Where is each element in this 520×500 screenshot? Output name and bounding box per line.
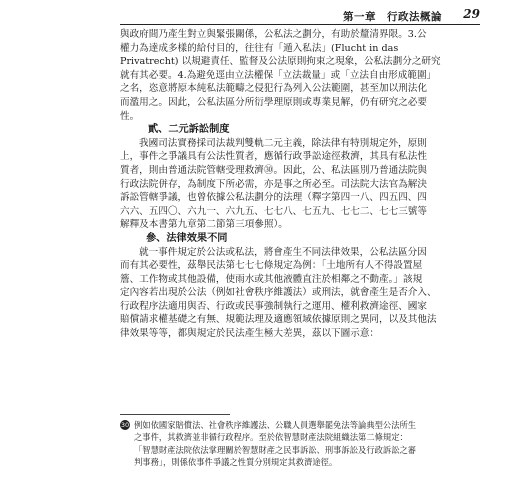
text-line: 簷、工作物或其他設備，使雨水或其他液體直注於相鄰之不動產。」該規 (120, 273, 423, 285)
text-line: 之名，恣意將原本純私法範疇之侵犯行為列入公法範圍，甚至加以刑法化 (120, 83, 427, 95)
footnote-line: 判事務」，則係依事件爭議之性質分別規定其救濟途徑。 (134, 457, 338, 468)
text-line: 就有其必要。4.為避免逕由立法權保「立法裁量」或「立法自由形成範圍」 (120, 69, 437, 81)
text-line: 質者，則由普通法院管轄受理救濟㉚。因此，公、私法區別乃普通法院與 (120, 164, 427, 176)
text-line: 行政法院併存，為制度下所必需，亦是事之所必至。司法院大法官為解決 (120, 178, 427, 190)
text-line: 性。 (120, 110, 140, 122)
text-line: 賠償請求權基礎之有無、規範法理及適應領域依據原則之異同，以及其他法 (120, 314, 437, 326)
footnote (120, 419, 480, 469)
text-line: 而濫用之。因此，公私法區分所衍學理原則或專業見解，仍有研究之必要 (120, 96, 427, 108)
chapter-title: 第一章 行政法概論 (343, 11, 442, 23)
text-line: 與政府間乃產生對立與緊張關係，公私法之劃分，有助於釐清界限。3.公 (120, 29, 427, 40)
footnote-line: 之事件，其救濟並非循行政程序。至於依智慧財產法院組織法第二條規定： (134, 432, 408, 443)
text-line: 而有其必要性，茲舉民法第七七七條規定為例：「土地所有人不得設置屋 (120, 260, 423, 272)
text-line: 解釋及本書第九章第二節第三項參照）。 (120, 219, 288, 231)
main-text (120, 28, 480, 341)
footnote-line: 例如依國家賠償法、社會秩序維護法、公職人員選舉罷免法等論典型公法所生 (134, 420, 417, 430)
footnote-line: 「智慧財產法院依法掌理關於智慧財產之民事訴訟、刑事訴訟及行政訴訟之審 (134, 444, 417, 455)
section-heading-2: 貳、二元訴訟制度 (148, 123, 230, 136)
page-number: 29 (463, 7, 480, 21)
running-header (120, 4, 480, 24)
footnote-marker: 30 (120, 421, 130, 429)
text-line: 行政程序法適用與否、行政或民事強制執行之運用、權利救濟途徑、國家 (120, 300, 427, 312)
section-heading-3: 參、法律效果不同 (146, 231, 228, 244)
text-line: 權力為達成多樣的給付目的，往往有「遁入私法」(Flucht in das (120, 42, 399, 54)
text-line: 訴訟管轄爭議，也曾依據公私法劃分的法理（釋字第四一八、四五四、四 (120, 192, 427, 204)
text-line: 就一事件規定於公法或私法，將會產生不同法律效果，公私法區分因 (139, 246, 427, 258)
text-line: Privatrecht) 以規避責任、監督及公法原則拘束之現象，公私法劃分之研究 (120, 56, 441, 68)
footnote-rule (120, 414, 230, 415)
text-line: 上，事件之爭議具有公法性質者，應循行政爭訟途徑救濟，其具有私法性 (120, 151, 427, 163)
header-rule (120, 24, 480, 25)
text-line: 我國司法實務採司法裁判雙軌二元主義，除法律有特別規定外，原則 (139, 137, 427, 149)
text-line: 定內容若出現於公法（例如社會秩序維護法）或刑法，就會產生是否介入、 (120, 287, 437, 299)
text-line: 律效果等等，都與規定於民法產生極大差異，茲以下圖示意： (120, 328, 380, 340)
text-line: 六六、五四〇、六九一、六九五、七七八、七五九、七七二、七七三號等 (120, 205, 427, 217)
